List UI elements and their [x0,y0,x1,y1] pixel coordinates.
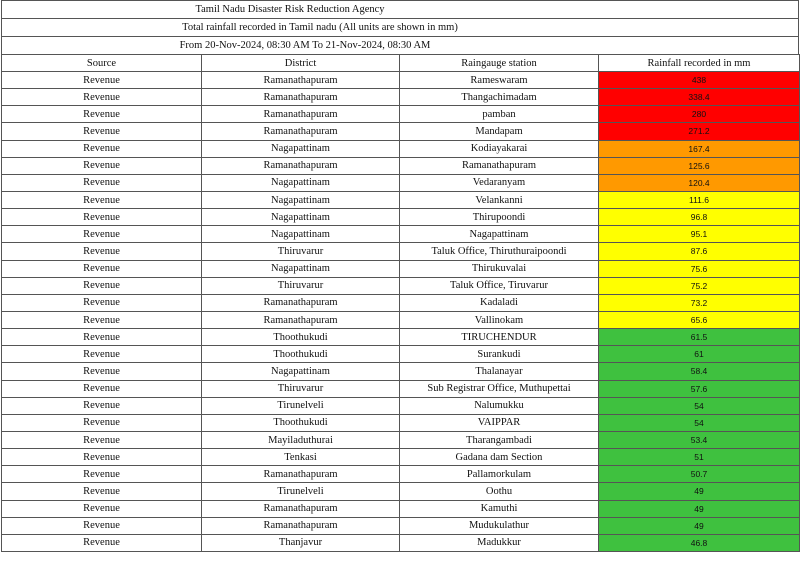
cell-rainfall: 50.7 [599,466,800,483]
cell-district: Tirunelveli [202,397,400,414]
cell-station: Mandapam [400,123,599,140]
cell-source: Revenue [2,431,202,448]
cell-district: Thanjavur [202,534,400,551]
cell-station: Madukkur [400,534,599,551]
cell-rainfall: 58.4 [599,363,800,380]
cell-rainfall: 96.8 [599,209,800,226]
table-row [2,72,800,89]
cell-district: Ramanathapuram [202,106,400,123]
cell-district: Nagapattinam [202,363,400,380]
table-row [2,277,800,294]
table-row [2,89,800,106]
cell-source: Revenue [2,277,202,294]
cell-source: Revenue [2,123,202,140]
cell-station: Thalanayar [400,363,599,380]
cell-source: Revenue [2,449,202,466]
cell-district: Tirunelveli [202,483,400,500]
cell-rainfall: 54 [599,414,800,431]
cell-source: Revenue [2,140,202,157]
cell-station: Taluk Office, Tiruvarur [400,277,599,294]
table-row [2,397,800,414]
table-row [2,517,800,534]
cell-source: Revenue [2,414,202,431]
cell-district: Nagapattinam [202,191,400,208]
column-header-district: District [202,55,400,72]
cell-district: Ramanathapuram [202,500,400,517]
cell-station: TIRUCHENDUR [400,329,599,346]
cell-station: Nalumukku [400,397,599,414]
cell-rainfall: 338.4 [599,89,800,106]
table-row [2,483,800,500]
column-header-source: Source [2,55,202,72]
cell-rainfall: 75.2 [599,277,800,294]
table-row [2,431,800,448]
cell-rainfall: 95.1 [599,226,800,243]
cell-station: Vallinokam [400,311,599,328]
cell-district: Thiruvarur [202,277,400,294]
cell-rainfall: 75.6 [599,260,800,277]
column-header-station: Raingauge station [400,55,599,72]
table-row [2,260,800,277]
cell-district: Ramanathapuram [202,294,400,311]
agency-title: Tamil Nadu Disaster Risk Reduction Agency [1,0,799,18]
cell-station: Ramanathapuram [400,157,599,174]
cell-station: Mudukulathur [400,517,599,534]
rainfall-table [1,54,800,552]
cell-rainfall: 49 [599,500,800,517]
cell-station: Vedaranyam [400,174,599,191]
cell-station: Taluk Office, Thiruthuraipoondi [400,243,599,260]
cell-station: Thirupoondi [400,209,599,226]
cell-district: Thiruvarur [202,380,400,397]
table-row [2,174,800,191]
table-row [2,534,800,551]
table-row [2,380,800,397]
cell-station: Sub Registrar Office, Muthupettai [400,380,599,397]
cell-rainfall: 111.6 [599,191,800,208]
cell-rainfall: 54 [599,397,800,414]
cell-rainfall: 51 [599,449,800,466]
cell-station: Oothu [400,483,599,500]
cell-rainfall: 49 [599,517,800,534]
cell-source: Revenue [2,329,202,346]
cell-station: Thangachimadam [400,89,599,106]
cell-source: Revenue [2,500,202,517]
table-row [2,209,800,226]
cell-district: Nagapattinam [202,209,400,226]
table-row [2,140,800,157]
cell-source: Revenue [2,243,202,260]
table-row [2,414,800,431]
cell-district: Nagapattinam [202,226,400,243]
table-header-row [2,55,800,72]
cell-source: Revenue [2,346,202,363]
cell-station: Velankanni [400,191,599,208]
cell-source: Revenue [2,209,202,226]
cell-station: Tharangambadi [400,431,599,448]
rainfall-report [1,0,799,552]
cell-source: Revenue [2,226,202,243]
cell-source: Revenue [2,380,202,397]
cell-source: Revenue [2,72,202,89]
cell-rainfall: 87.6 [599,243,800,260]
table-row [2,466,800,483]
table-row [2,329,800,346]
cell-rainfall: 271.2 [599,123,800,140]
cell-rainfall: 61.5 [599,329,800,346]
report-period: From 20-Nov-2024, 08:30 AM To 21-Nov-2024, 08:30 AM [1,36,799,54]
cell-source: Revenue [2,517,202,534]
cell-station: pamban [400,106,599,123]
cell-source: Revenue [2,294,202,311]
cell-source: Revenue [2,534,202,551]
cell-rainfall: 53.4 [599,431,800,448]
report-subtitle: Total rainfall recorded in Tamil nadu (All units are shown in mm) [1,18,799,36]
cell-station: Pallamorkulam [400,466,599,483]
cell-rainfall: 57.6 [599,380,800,397]
cell-rainfall: 438 [599,72,800,89]
cell-rainfall: 167.4 [599,140,800,157]
cell-district: Ramanathapuram [202,311,400,328]
cell-source: Revenue [2,157,202,174]
table-row [2,363,800,380]
table-row [2,500,800,517]
table-row [2,449,800,466]
cell-rainfall: 120.4 [599,174,800,191]
cell-station: Kamuthi [400,500,599,517]
column-header-rainfall: Rainfall recorded in mm [599,55,800,72]
cell-district: Nagapattinam [202,174,400,191]
cell-source: Revenue [2,397,202,414]
cell-source: Revenue [2,89,202,106]
cell-district: Thoothukudi [202,346,400,363]
cell-source: Revenue [2,363,202,380]
table-row [2,226,800,243]
cell-rainfall: 49 [599,483,800,500]
cell-rainfall: 65.6 [599,311,800,328]
cell-source: Revenue [2,466,202,483]
cell-district: Ramanathapuram [202,466,400,483]
cell-rainfall: 46.8 [599,534,800,551]
cell-district: Thoothukudi [202,329,400,346]
cell-district: Ramanathapuram [202,72,400,89]
table-row [2,123,800,140]
cell-source: Revenue [2,191,202,208]
table-row [2,106,800,123]
table-row [2,191,800,208]
cell-district: Ramanathapuram [202,157,400,174]
cell-district: Thoothukudi [202,414,400,431]
cell-source: Revenue [2,174,202,191]
table-row [2,346,800,363]
cell-rainfall: 125.6 [599,157,800,174]
cell-district: Thiruvarur [202,243,400,260]
cell-district: Nagapattinam [202,260,400,277]
cell-station: Rameswaram [400,72,599,89]
table-row [2,294,800,311]
cell-source: Revenue [2,483,202,500]
cell-rainfall: 73.2 [599,294,800,311]
cell-station: Thirukuvalai [400,260,599,277]
cell-district: Ramanathapuram [202,89,400,106]
cell-station: Kadaladi [400,294,599,311]
cell-district: Ramanathapuram [202,123,400,140]
cell-district: Tenkasi [202,449,400,466]
cell-district: Nagapattinam [202,140,400,157]
cell-station: Nagapattinam [400,226,599,243]
cell-station: Kodiayakarai [400,140,599,157]
cell-source: Revenue [2,260,202,277]
table-row [2,157,800,174]
cell-source: Revenue [2,106,202,123]
table-row [2,311,800,328]
cell-district: Ramanathapuram [202,517,400,534]
cell-district: Mayiladuthurai [202,431,400,448]
cell-station: Surankudi [400,346,599,363]
table-row [2,243,800,260]
cell-rainfall: 61 [599,346,800,363]
cell-source: Revenue [2,311,202,328]
cell-rainfall: 280 [599,106,800,123]
cell-station: Gadana dam Section [400,449,599,466]
cell-station: VAIPPAR [400,414,599,431]
